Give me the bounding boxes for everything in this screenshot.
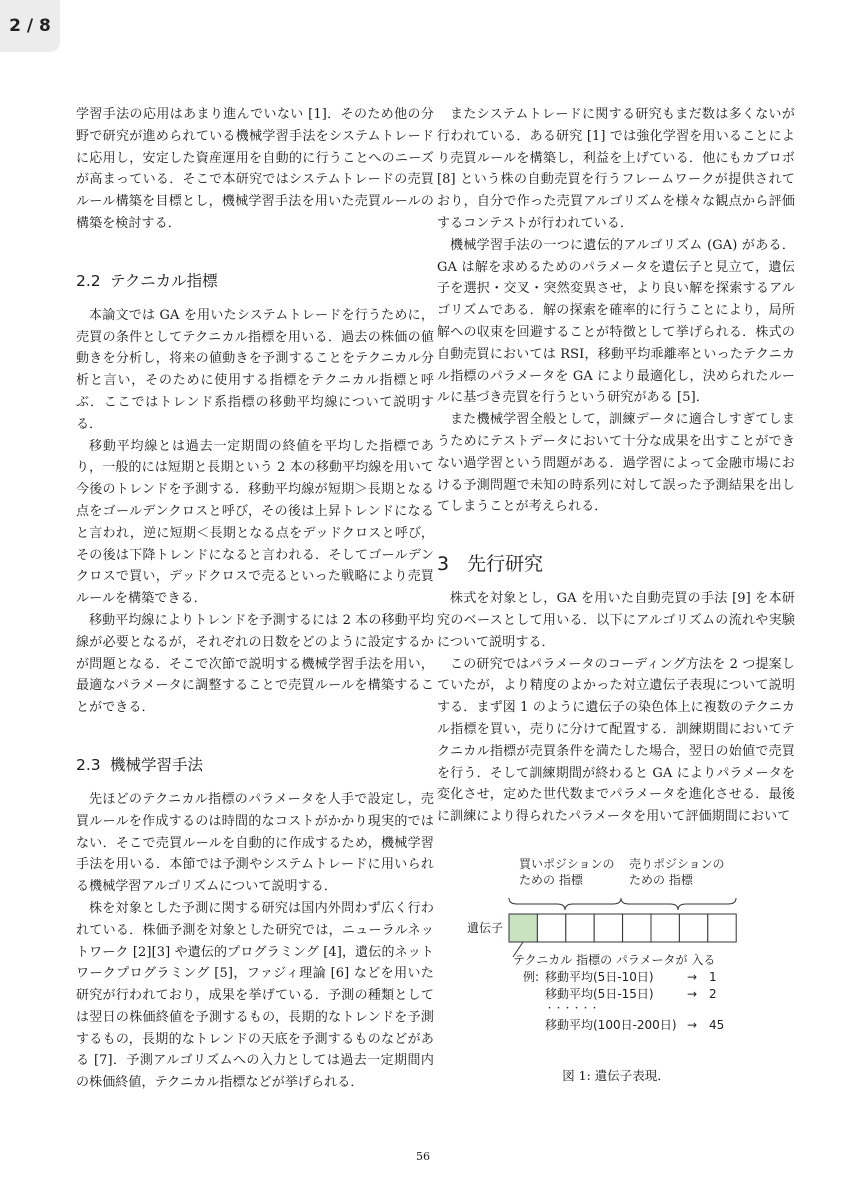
paragraph: 先ほどのテクニカル指標のパラメータを人手で設定し，売買ルールを作成するのは時間的なコストがかかり現実的ではない．そこで売買ルールを自動的に作成するため，機械学習手法を用いる．本節では予測やシステムトレードに用いられる機械学習アルゴリズムについて説明する． — [76, 791, 434, 895]
paragraph: 移動平均線とは過去一定期間の終値を平均した指標であり，一般的には短期と長期という 2 本の移動平均線を用いて今後のトレンドを予測する．移動平均線が短期＞長期となる点をゴールデンクロスと呼び，その後は上昇トレンドになると言われ，逆に短期＜長期となる点をデッドクロスと呼び，その後は下降トレンドになると言われる．そしてゴールデンクロスで買い，デッドクロスで売るといった戦略により売買ルールを構築できる． — [76, 438, 434, 607]
gene-cells — [509, 914, 736, 942]
buy-label-line1: 買いポジションの — [519, 856, 615, 871]
paragraph: 学習手法の応用はあまり進んでいない [1]．そのため他の分野で研究が進められている機械学習手法をシステムトレードに応用し，安定した資産運用を自動的に行うことへのニーズが高まっている．そこで本研究ではシステムトレードの売買ルール構築を目標とし，機械学習手法を用いた売買ルールの構築を検討する． — [76, 107, 434, 231]
gene-cell — [623, 914, 651, 942]
paragraph: 機械学習手法の一つに遺伝的アルゴリズム (GA) がある．GA は解を求めるためのパラメータを遺伝子と見立て，遺伝子を選択・交叉・突然変異させ，より良い解を探索するアルゴリズムである．解の探索を確率的に行うことにより，局所解への収束を回避することが特徴として挙げられる．株式の自動売買においては RSI，移動平均乖離率といったテクニカル指標のパラメータを GA により最適化し，決められたルールに基づき売買を行うという研究がある [5]． — [437, 237, 795, 406]
section-heading-2-3 — [76, 753, 434, 775]
buy-brace — [509, 898, 621, 910]
gene-cell — [679, 914, 707, 942]
paragraph: この研究ではパラメータのコーディング方法を 2 つ提案していたが，より精度のよかった対立遺伝子表現について説明する．まず図 1 のように遺伝子の染色体上に複数のテクニカル指標を買い，売りに分けて配置する．訓練期間においてテクニカル指標が売買条件を満たした場合，翌日の始値で売買を行う．そして訓練期間が終わると GA によりパラメータを変化させ，定めた世代数までパラメータを進化させる．最後に訓練により得られたパラメータを用いて評価期間において — [437, 656, 795, 825]
section-title: 先行研究 — [467, 553, 544, 576]
gene-cell — [651, 914, 679, 942]
ellipsis: ・・・・・・ — [545, 1003, 600, 1014]
gene-label: 遺伝子 — [467, 920, 504, 935]
section-title: 機械学習手法 — [110, 755, 204, 774]
figure-caption: 図 1: 遺伝子表現． — [562, 1067, 670, 1083]
example-row-value: 1 — [709, 969, 717, 984]
buy-label-line2: ための 指標 — [519, 872, 583, 887]
section-heading-3 — [437, 549, 795, 576]
right-column — [437, 104, 795, 1094]
paragraph: 株式を対象とし，GA を用いた自動売買の手法 [9] を本研究のベースとして用いる．以下にアルゴリズムの流れや実験について説明する． — [437, 591, 795, 650]
left-column — [76, 104, 434, 1094]
arrow-icon: → — [687, 969, 698, 984]
example-row-label: 移動平均(5日-15日) — [545, 986, 654, 1001]
arrow-icon: → — [687, 986, 698, 1001]
arrow-icon: → — [687, 1017, 698, 1032]
paragraph: またシステムトレードに関する研究もまだ数は多くないが行われている．ある研究 [1] では強化学習を用いることにより売買ルールを構築し，利益を上げている．他にもカブロボ [8] という株の自動売買を行うフレームワークが提供されており，自分で作った売買アルゴリズムを様々な観点から評価するコンテストが行われている． — [437, 107, 795, 231]
gene-cell — [537, 914, 565, 942]
section-number: 2.3 — [76, 755, 101, 774]
gene-cell — [594, 914, 622, 942]
sell-brace — [621, 898, 736, 910]
example-row-value: 2 — [709, 986, 717, 1001]
section-number: 3 — [437, 553, 450, 576]
section-title: テクニカル指標 — [110, 271, 218, 290]
paragraph: 株を対象とした予測に関する研究は国内外問わず広く行われている．株価予測を対象とした研究では，ニューラルネットワーク [2][3] や遺伝的プログラミング [4]，遺伝的ネットワークプログラミング [5]，ファジィ理論 [6] などを用いた研究が行われており，成果を挙げている．予測の種類としては翌日の株価終値を予測するもの，長期的なトレンドを予測するもの，長期的なトレンドの天底を予測するものなどがある [7]．予測アルゴリズムへの入力としては過去一定期間内の株価終値，テクニカル指標などが挙げられる． — [76, 900, 434, 1091]
example-row-label: 移動平均(100日-200日) — [545, 1017, 677, 1032]
gene-cell-highlight — [509, 914, 537, 942]
paragraph: 移動平均線によりトレンドを予測するには 2 本の移動平均線が必要となるが，それぞれの日数をどのように設定するかが問題となる．そこで次節で説明する機械学習手法を用い，最適なパラメータに調整することで売買ルールを構築することができる． — [76, 612, 434, 716]
example-prefix: 例: — [523, 969, 540, 984]
paragraph: また機械学習全般として，訓練データに適合しすぎてしまうためにテストデータにおいて十分な成果を出すことができない過学習という問題がある．過学習によって金融市場における予測問題で未知の時系列に対して誤った予測結果を出してしまうことが考えられる． — [437, 412, 795, 515]
parameter-note: テクニカル 指標の パラメータが 入る — [513, 952, 716, 967]
example-row-label: 移動平均(5日-10日) — [545, 969, 654, 984]
paragraph: 本論文では GA を用いたシステムトレードを行うために，売買の条件としてテクニカル指標を用いる．過去の株価の値動きを分析し，将来の値動きを予測することをテクニカル分析と言い，そのために使用する指標をテクニカル指標と呼ぶ．ここではトレンド系指標の移動平均線について説明する． — [76, 307, 434, 432]
figure-gene-representation — [437, 854, 795, 1094]
section-heading-2-2 — [76, 269, 434, 291]
gene-cell — [708, 914, 736, 942]
sell-label-line1: 売りポジションの — [629, 856, 725, 871]
example-row-value: 45 — [709, 1017, 725, 1032]
page-number: 56 — [416, 1150, 430, 1163]
gene-cell — [566, 914, 594, 942]
sell-label-line2: ための 指標 — [629, 872, 693, 887]
page-indicator: 2 / 8 — [0, 0, 60, 52]
section-number: 2.2 — [76, 271, 101, 290]
